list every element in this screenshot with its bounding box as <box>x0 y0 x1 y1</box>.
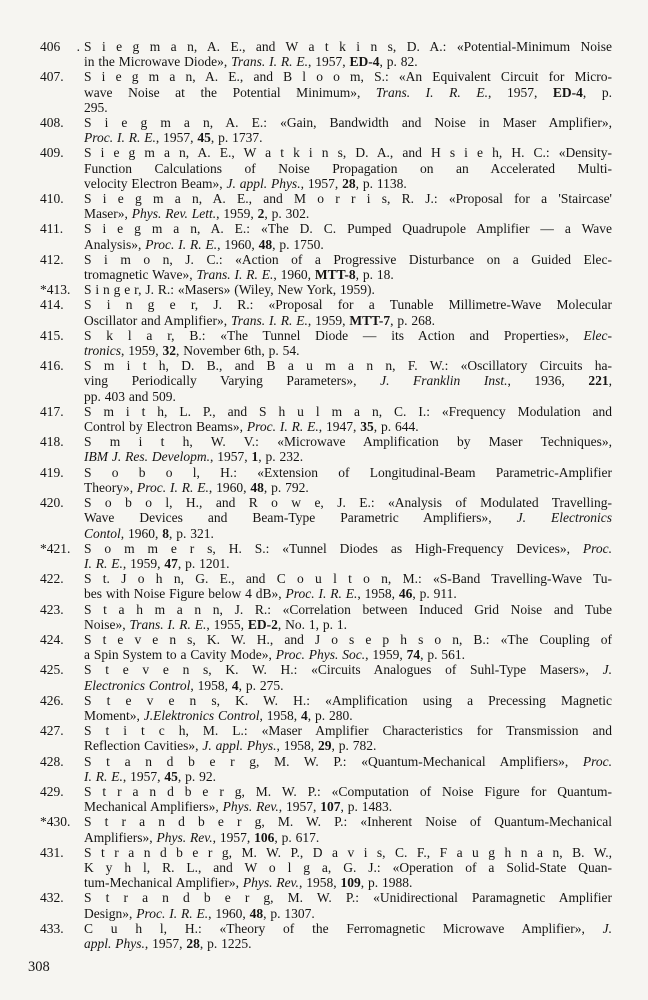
reference-text-segment: , 1957, <box>155 130 198 146</box>
reference-line <box>84 100 612 115</box>
reference-text-segment: Maser», <box>84 206 132 222</box>
reference-number: 432. <box>40 890 64 906</box>
reference-number: 407. <box>40 69 64 85</box>
reference-text-segment: Proc. I. R. E. <box>136 905 209 921</box>
reference-text-segment: S t r a n d b e r g, M. W. P.: «Unidirectional Paramagnetic Amplifier <box>84 890 612 906</box>
reference-text-segment: S i e g m a n, A. E., W a t k i n s, D. A., and H s i e h, H. C.: «Density- <box>84 145 612 161</box>
reference-text-segment: , p. 280. <box>307 707 353 723</box>
reference-entry <box>40 571 612 602</box>
reference-entry <box>40 495 612 541</box>
reference-line <box>84 419 612 434</box>
reference-text-segment: Elec- <box>583 327 612 343</box>
reference-text-segment: Proc. I. R. E. <box>246 419 319 435</box>
reference-line <box>40 251 612 267</box>
reference-text-segment: S i e g m a n, A. E., and M o r r i s, R. J.: «Proposal for a 'Staircase' <box>84 191 612 207</box>
reference-line <box>84 647 612 662</box>
reference-text-segment: S t e v e n s, K. W. H.: «Circuits Analogues of Suhl-Type Masers», <box>84 662 603 678</box>
reference-entry <box>40 39 612 70</box>
reference-text-segment: , 1957, <box>278 799 321 815</box>
reference-line <box>40 39 612 54</box>
reference-text-segment: 1 <box>251 449 259 465</box>
reference-number: 411. <box>40 221 64 237</box>
reference-text-segment: , 1957, <box>487 84 553 100</box>
reference-text-segment: , 1957, <box>122 768 165 784</box>
reference-text-segment: , 1958, <box>298 875 341 891</box>
reference-text-segment: S o b o l, H., and R o w e, J. E.: «Analysis of Modulated Travelling- <box>84 495 612 511</box>
reference-text-segment: , 1959, <box>365 647 407 663</box>
reference-text-segment: , 1958, <box>259 707 301 723</box>
reference-entry <box>40 115 612 146</box>
reference-line <box>40 115 612 131</box>
reference-text-segment: tronics <box>84 343 121 359</box>
reference-text-segment: , p. 644. <box>373 419 419 435</box>
reference-line <box>84 389 612 404</box>
reference-number: 429. <box>40 783 64 799</box>
reference-text-segment: MTT-8 <box>314 267 356 283</box>
reference-line <box>40 540 612 556</box>
reference-text-segment: , 1957, <box>212 829 255 845</box>
reference-number: *421. <box>40 540 71 556</box>
reference-text-segment: , 1958, <box>190 677 232 693</box>
reference-text-segment: S i e g m a n, A. E.: «The D. C. Pumped Quadrupole Amplifier — a Wave <box>84 221 612 237</box>
reference-line <box>84 556 612 571</box>
reference-text-segment: 4 <box>231 677 239 693</box>
reference-text-segment: Wave Devices and Beam-Type Parametric Amplifiers», <box>84 510 517 526</box>
reference-text-segment: , p. 561. <box>420 647 465 663</box>
reference-number: 422. <box>40 571 64 587</box>
reference-line <box>84 708 612 723</box>
reference-number: 420. <box>40 495 64 511</box>
reference-text-segment: S t i t c h, M. L.: «Maser Amplifier Characteristics for Transmission and <box>84 723 612 739</box>
reference-line <box>84 738 612 753</box>
reference-text-segment: tromagnetic Wave», <box>84 267 197 283</box>
reference-line <box>84 161 612 176</box>
reference-text-segment: , p. 911. <box>412 586 457 602</box>
reference-entry <box>40 631 612 663</box>
reference-text-segment: S k l a r, B.: «The Tunnel Diode — its Action and Properties», <box>84 327 584 343</box>
reference-text-segment: Electronics Control <box>84 677 191 693</box>
reference-line <box>40 403 612 419</box>
reference-text-segment: C u h l, H.: «Theory of the Ferromagnetic Microwave Amplifier», <box>84 920 603 936</box>
reference-text-segment: J. appl. Phys. <box>202 738 277 754</box>
reference-line <box>84 799 612 814</box>
reference-entry <box>40 282 612 298</box>
reference-line <box>40 783 612 799</box>
reference-line <box>40 692 612 708</box>
reference-line <box>40 890 612 906</box>
reference-number: 408. <box>40 115 64 131</box>
reference-text-segment: , p. 232. <box>258 449 304 465</box>
reference-entry <box>40 251 612 283</box>
reference-line <box>40 358 612 374</box>
reference-text-segment: pp. 403 and 509. <box>84 388 176 404</box>
reference-text-segment: 35 <box>360 419 374 435</box>
reference-text-segment: Phys. Rev. Lett. <box>131 206 217 222</box>
reference-text-segment: 295. <box>84 99 108 115</box>
reference-text-segment: S t a n d b e r g, M. W. P.: «Quantum-Mechanical Amplifiers», <box>84 753 583 769</box>
reference-line <box>84 85 612 100</box>
reference-text-segment: , p. 302. <box>264 206 310 222</box>
reference-text-segment: IBM J. Res. Developm. <box>84 449 210 465</box>
reference-text-segment: a Spin System to a Cavity Mode», <box>84 647 276 663</box>
reference-line <box>84 875 612 890</box>
reference-number: 433. <box>40 920 64 936</box>
reference-number: 427. <box>40 723 64 739</box>
reference-text-segment: , p. 18. <box>355 267 394 283</box>
reference-line <box>40 662 612 678</box>
reference-text-segment: , p. 275. <box>238 677 284 693</box>
reference-text-segment: 48 <box>249 905 264 921</box>
reference-text-segment: Proc. I. R. E. <box>285 586 358 602</box>
reference-line <box>84 480 612 495</box>
reference-entry <box>40 662 612 693</box>
reference-line <box>84 130 612 145</box>
reference-entry <box>40 327 612 359</box>
reference-text-segment: 4 <box>300 707 308 723</box>
reference-text-segment: Reflection Cavities», <box>84 738 203 754</box>
reference-entry <box>40 434 612 465</box>
reference-text-segment: 46 <box>398 586 413 602</box>
reference-text-segment: 221 <box>588 373 609 389</box>
reference-entry <box>40 69 613 115</box>
reference-text-segment: , 1957, <box>307 54 350 70</box>
reference-entry <box>40 783 612 815</box>
reference-text-segment: S i e g m a n, A. E.: «Gain, Bandwidth and Noise in Maser Amplifier», <box>84 115 612 131</box>
reference-line <box>40 495 612 511</box>
reference-text-segment: Trans. I. R. E. <box>375 84 488 100</box>
reference-text-segment: S i e g m a n, A. E., and W a t k i n s, D. A.: «Potential-Minimum Noise <box>84 39 612 54</box>
reference-text-segment: J. <box>602 662 612 678</box>
reference-text-segment: , p. 792. <box>263 479 309 495</box>
reference-text-segment: , 1960, <box>208 905 250 921</box>
reference-number: 423. <box>40 601 64 617</box>
reference-number: *430. <box>40 814 71 830</box>
reference-entry <box>40 890 612 921</box>
reference-number: 425. <box>40 662 64 678</box>
reference-text-segment: Proc. Phys. Soc. <box>275 647 366 663</box>
reference-text-segment: S o b o l, H.: «Extension of Longitudinal-Beam Parametric-Amplifier <box>84 464 612 480</box>
reference-text-segment: , 1960, <box>217 236 259 252</box>
reference-text-segment: S o m m e r s, H. S.: «Tunnel Diodes as High-Frequency Devices», <box>84 540 583 556</box>
reference-text-segment: Oscillator and Amplifier», <box>84 312 231 328</box>
reference-entry <box>40 692 612 723</box>
reference-entry <box>40 145 612 191</box>
reference-text-segment: , p. 1750. <box>272 236 324 252</box>
reference-text-segment: 74 <box>406 647 421 663</box>
reference-text-segment: in the Microwave Diode», <box>84 54 232 70</box>
reference-text-segment: S m i t h, D. B., and B a u m a n n, F. W.: «Oscillatory Circuits ha- <box>84 358 612 374</box>
reference-text-segment: , 1958, <box>276 738 318 754</box>
reference-number: 419. <box>40 464 64 480</box>
reference-entry <box>40 723 612 754</box>
reference-entry <box>40 540 612 571</box>
reference-number: 410. <box>40 191 64 207</box>
reference-text-segment: , No. 1, p. 1. <box>277 616 348 632</box>
reference-text-segment: Noise», <box>84 616 130 632</box>
reference-line <box>40 434 612 450</box>
reference-text-segment: Contol <box>84 525 121 541</box>
reference-text-segment: tum-Mechanical Amplifier», <box>84 875 243 891</box>
reference-number: 417. <box>40 403 64 419</box>
reference-text-segment: J. <box>602 920 612 936</box>
reference-text-segment: Phys. Rev. <box>156 829 213 845</box>
reference-text-segment: 48 <box>250 479 264 495</box>
reference-line <box>40 327 612 343</box>
reference-number: 415. <box>40 327 64 343</box>
reference-text-segment: ED-2 <box>247 616 278 632</box>
reference-text-segment: 8 <box>162 525 170 541</box>
reference-text-segment: S t e v e n s, K. W. H.: «Amplification using a Precessing Magnetic <box>84 692 612 708</box>
reference-text-segment: S i n g e r, J. R.: «Proposal for a Tunable Millimetre-Wave Molecular <box>84 297 612 313</box>
reference-number: 426. <box>40 692 64 708</box>
reference-line <box>40 753 612 769</box>
reference-text-segment: , 1957, <box>144 935 187 951</box>
reference-line <box>84 449 612 464</box>
reference-text-segment: Amplifiers», <box>84 829 157 845</box>
reference-list <box>40 39 613 951</box>
reference-text-segment: , p. 1483. <box>340 799 393 815</box>
reference-text-segment: Design», <box>84 905 137 921</box>
reference-text-segment: Phys. Rev. <box>222 799 279 815</box>
reference-text-segment: , 1960, <box>273 267 315 283</box>
reference-number: 414. <box>40 297 64 313</box>
reference-line <box>84 860 612 875</box>
reference-text-segment: , p. 782. <box>331 738 377 754</box>
reference-entry <box>40 297 612 328</box>
reference-entry <box>40 221 612 252</box>
reference-text-segment: ving Periodically Varying Parameters», <box>84 373 381 389</box>
reference-entry <box>40 358 612 404</box>
reference-line <box>40 631 612 647</box>
reference-number: *413. <box>40 282 71 298</box>
reference-number: 424. <box>40 631 64 647</box>
reference-text-segment: , p. <box>582 84 613 100</box>
reference-text-segment: , p. 268. <box>390 312 435 328</box>
reference-text-segment: S i e g m a n, A. E., and B l o o m, S.: «An Equivalent Circuit for Micro- <box>84 69 612 85</box>
reference-text-segment: , 1959, <box>216 206 258 222</box>
reference-text-segment: S t r a n d b e r g, M. W. P.: «Inherent Noise of Quantum-Mechanical <box>84 814 612 830</box>
reference-text-segment: Mechanical Amplifiers», <box>84 799 223 815</box>
reference-number: 406 . <box>40 39 80 54</box>
reference-text-segment: appl. Phys. <box>84 935 145 951</box>
reference-text-segment: , p. 1737. <box>210 130 263 146</box>
reference-line <box>84 906 612 921</box>
reference-entry <box>40 920 612 951</box>
reference-line <box>84 373 612 388</box>
reference-line <box>40 814 612 830</box>
reference-text-segment: S t r a n d b e r g, M. W. P.: «Computation of Noise Figure for Quantum- <box>84 783 612 799</box>
reference-text-segment: 32 <box>162 343 176 359</box>
reference-line <box>40 571 612 587</box>
reference-text-segment: Proc. I. R. E. <box>84 130 156 146</box>
reference-entry <box>40 464 612 495</box>
reference-line <box>84 526 612 541</box>
reference-entry <box>40 753 612 784</box>
reference-number: 416. <box>40 358 64 374</box>
reference-entry <box>40 814 612 845</box>
reference-line <box>84 54 612 69</box>
reference-text-segment: , 1958, <box>357 586 399 602</box>
reference-number: 431. <box>40 844 64 860</box>
reference-text-segment: , p. 1307. <box>263 905 315 921</box>
reference-line <box>84 267 612 282</box>
reference-text-segment: 106 <box>254 829 275 845</box>
reference-text-segment: S i m o n, J. C.: «Action of a Progressive Disturbance on a Guided Elec- <box>84 251 612 267</box>
reference-text-segment: I. R. E. <box>84 768 123 784</box>
reference-text-segment: Trans. I. R. E. <box>230 312 308 328</box>
reference-line <box>40 191 612 207</box>
reference-text-segment: S t e v e n s, K. W. H., and J o s e p h s o n, B.: «The Coupling of <box>84 631 612 647</box>
reference-line <box>40 464 612 480</box>
reference-text-segment: , p. 617. <box>274 829 320 845</box>
reference-text-segment: , p. 1225. <box>199 935 252 951</box>
reference-text-segment: 29 <box>317 738 332 754</box>
reference-text-segment: wave Noise at the Potential Minimum», <box>84 84 376 100</box>
reference-text-segment: Moment», <box>84 707 144 723</box>
reference-text-segment: 45 <box>164 768 178 784</box>
reference-line <box>84 936 612 951</box>
reference-text-segment: Trans. I. R. E. <box>129 616 207 632</box>
reference-text-segment: , p. 82. <box>379 54 418 70</box>
reference-text-segment: , 1959, <box>307 312 350 328</box>
reference-text-segment: Control by Electron Beams», <box>84 419 247 435</box>
reference-text-segment: J. Franklin Inst. <box>380 373 508 389</box>
reference-text-segment: S m i t h, L. P., and S h u l m a n, C. I.: «Frequency Modulation and <box>84 403 612 419</box>
reference-line <box>40 920 612 936</box>
reference-text-segment: , 1947, <box>318 419 361 435</box>
reference-text-segment: 2 <box>257 206 265 222</box>
reference-line <box>40 145 612 161</box>
reference-line <box>84 617 612 632</box>
reference-line <box>84 769 612 784</box>
reference-text-segment: 48 <box>258 236 273 252</box>
reference-line <box>40 723 612 739</box>
reference-text-segment: MTT-7 <box>349 312 391 328</box>
reference-entry <box>40 844 612 891</box>
reference-text-segment: Trans. I. R. E. <box>196 267 274 283</box>
reference-line <box>84 510 612 525</box>
reference-text-segment: , p. 321. <box>169 525 214 541</box>
reference-text-segment: J. appl. Phys. <box>226 175 301 191</box>
reference-number: 409. <box>40 145 64 161</box>
reference-text-segment: , 1955, <box>206 616 248 632</box>
reference-text-segment: , 1957, <box>209 449 252 465</box>
reference-line <box>84 586 612 601</box>
reference-text-segment: Phys. Rev. <box>242 875 299 891</box>
reference-line <box>84 206 612 221</box>
reference-text-segment: 107 <box>320 799 341 815</box>
reference-text-segment: , <box>608 373 612 389</box>
reference-text-segment: S t r a n d b e r g, M. W. P., D a v i s, C. F., F a u g h n a n, B. W., <box>84 844 612 860</box>
reference-text-segment: Proc. I. R. E. <box>136 479 209 495</box>
reference-line <box>84 237 612 252</box>
reference-text-segment: , 1960, <box>120 525 163 541</box>
reference-number: 428. <box>40 753 64 769</box>
page-number: 308 <box>28 959 50 976</box>
reference-text-segment: , p. 1138. <box>355 175 407 191</box>
reference-text-segment: , p. 92. <box>177 768 216 784</box>
reference-text-segment: S t a h m a n n, J. R.: «Correlation between Induced Grid Noise and Tube <box>84 601 612 617</box>
reference-text-segment: , 1960, <box>208 479 251 495</box>
reference-text-segment: Function Calculations of Noise Propagation on an Accelerated Multi- <box>84 160 612 176</box>
reference-number: 412. <box>40 251 64 267</box>
reference-line <box>84 313 612 328</box>
reference-text-segment: Proc. I. R. E. <box>145 236 218 252</box>
reference-text-segment: , 1959, <box>121 343 163 359</box>
reference-text-segment: S t. J o h n, G. E., and C o u l t o n, M.: «S-Band Travelling-Wave Tu- <box>84 571 612 587</box>
reference-text-segment: , 1957, <box>300 175 343 191</box>
reference-entry <box>40 403 612 435</box>
reference-line <box>84 830 612 845</box>
reference-text-segment: 45 <box>197 130 211 146</box>
reference-text-segment: , 1959, <box>122 555 165 571</box>
reference-entry <box>40 191 612 222</box>
reference-text-segment: 109 <box>340 875 361 891</box>
reference-entry <box>40 601 612 632</box>
reference-text-segment: 47 <box>164 555 178 571</box>
reference-text-segment: ED-4 <box>349 54 380 70</box>
reference-line <box>40 282 612 298</box>
reference-line <box>84 343 612 358</box>
reference-number: 418. <box>40 434 64 450</box>
reference-line <box>40 221 612 237</box>
reference-text-segment: S i n g e r, J. R.: «Masers» (Wiley, New York, 1959). <box>84 282 375 298</box>
reference-text-segment: Proc. <box>582 540 612 556</box>
reference-text-segment: bes with Noise Figure below 4 dB», <box>84 586 286 602</box>
reference-text-segment: Theory», <box>84 479 137 495</box>
reference-text-segment: Trans. I. R. E. <box>231 54 308 70</box>
reference-text-segment: , p. 1988. <box>360 875 413 891</box>
reference-text-segment: ED-4 <box>552 84 583 100</box>
reference-text-segment: , November 6th, p. 54. <box>176 343 300 359</box>
reference-line <box>40 297 612 313</box>
reference-text-segment: Proc. <box>582 753 612 769</box>
reference-line <box>40 844 612 860</box>
reference-line <box>84 678 612 693</box>
reference-text-segment: , p. 1201. <box>177 555 230 571</box>
reference-line <box>40 601 612 617</box>
reference-text-segment: 28 <box>186 935 200 951</box>
reference-text-segment: 28 <box>342 175 356 191</box>
reference-text-segment: S m i t h, W. V.: «Microwave Amplification by Maser Techniques», <box>84 434 612 450</box>
reference-line <box>84 176 612 191</box>
reference-text-segment: K y h l, R. L., and W o l g a, G. J.: «Operation of a Solid-State Quan- <box>84 859 612 875</box>
reference-text-segment: , 1936, <box>507 373 589 389</box>
reference-text-segment: velocity Electron Beam», <box>84 175 227 191</box>
reference-line <box>40 69 612 85</box>
reference-text-segment: I. R. E. <box>84 555 123 571</box>
reference-text-segment: J. Electronics <box>516 510 612 526</box>
reference-text-segment: J.Elektronics Control <box>143 707 260 723</box>
reference-text-segment: Analysis», <box>84 236 146 252</box>
